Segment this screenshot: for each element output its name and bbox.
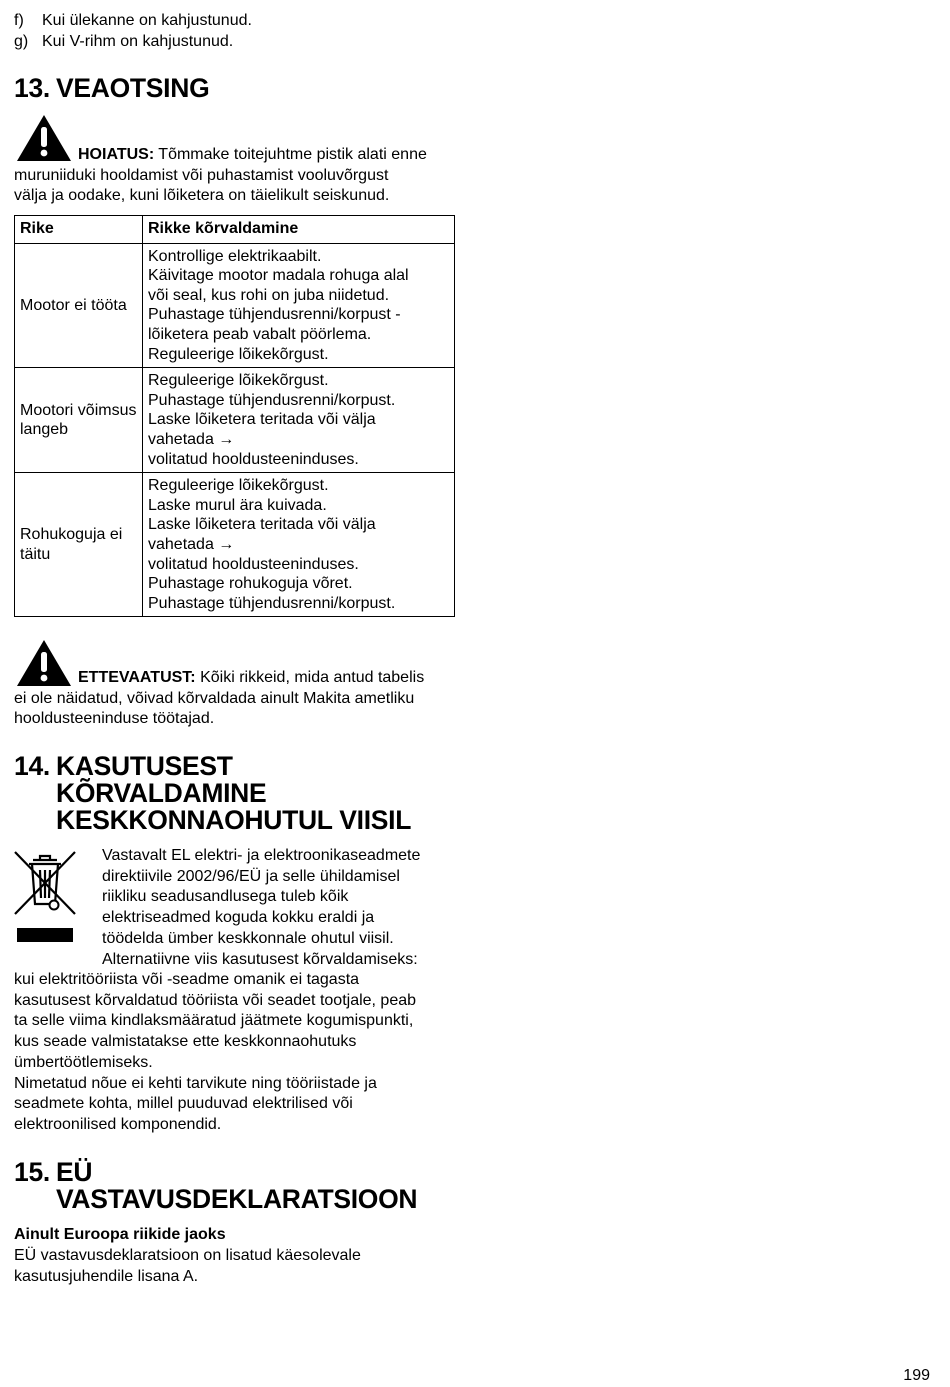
fault-cell: Rohukoguja ei täitu [15, 473, 143, 617]
table-header-row [15, 216, 455, 244]
list-marker: f) [14, 12, 24, 29]
subheading: Ainult Euroopa riikide jaoks [14, 1226, 226, 1243]
remedy-cell: Kontrollige elektrikaabilt. Käivitage mootor madala rohuga alal või seal, kus rohi on juba niidetud. Puhastage tühjendusrenni/korpust - lõiketera peab vabalt pöörlema. Reguleerige lõikekõrgust. [143, 243, 455, 368]
section-title: VEAOTSING [56, 73, 210, 103]
caution-text [14, 668, 454, 730]
section-title: EÜ VASTAVUSDEKLARATSIOON [56, 1157, 418, 1214]
table-row [15, 473, 455, 617]
caution-line: Kõiki rikkeid, mida antud tabelis [200, 669, 425, 686]
remedy-cell: Reguleerige lõikekõrgust. Laske murul ära kuivada. Laske lõiketera teritada või välja vahetada → volitatud hooldusteeninduses. Puhastage rohukoguja võret. Puhastage tühjendusrenni/korpust. [143, 473, 455, 617]
warning-text [14, 145, 454, 207]
section-number: 15. [14, 1157, 50, 1187]
column-header-fault: Rike [15, 216, 143, 244]
fault-cell: Mootori võimsus langeb [15, 368, 143, 473]
warning-line: Tõmmake toitejuhtme pistik alati enne [158, 146, 427, 163]
list-text: Kui ülekanne on kahjustunud. [42, 12, 252, 29]
table-row [15, 368, 455, 473]
warning-label: HOIATUS: [78, 146, 155, 163]
caution-line: hooldusteeninduse töötajad. [14, 710, 215, 728]
disposal-text: kui elektritööriista või -seadme omanik ei tagasta kasutusest kõrvaldatud tööriista või seadet tootjale, peab ta selle viima kindlaksmääratud jäätmete kogumispunkti, kus seade valmistatakse ette keskkonnaohutuks ümbertöötlemiseks. Nimetatud nõue ei kehti tarvikute ning tööriistade ja seadmete kohta, millel puuduvad elektrilised või elektroonilised komponendid. [14, 971, 417, 1133]
fault-cell: Mootor ei tööta [15, 243, 143, 368]
caution-line: ei ole näidatud, võivad kõrvaldada ainult Makita ametliku [14, 689, 415, 707]
section-number: 13. [14, 73, 50, 103]
table-row [15, 243, 455, 368]
column-header-remedy: Rikke kõrvaldamine [143, 216, 455, 244]
crossed-out-wheelie-bin-icon [14, 850, 76, 942]
remedy-cell: Reguleerige lõikekõrgust. Puhastage tühjendusrenni/korpust. Laske lõiketera teritada või välja vahetada → volitatud hooldusteeninduses. [143, 368, 455, 473]
page-number: 199 [903, 1367, 930, 1384]
disposal-text-beside-icon: Vastavalt EL elektri- ja elektroonikaseadmete direktiivile 2002/96/EÜ ja selle ühildamisel riikliku seadusandlusega tuleb kõik elektriseadmed koguda kokku eraldi ja töödelda ümber keskkonnale ohutul viisil. Alternatiivne viis kasutusest kõrvaldamiseks: [102, 847, 421, 968]
declaration-text: EÜ vastavusdeklaratsioon on lisatud käesolevale kasutusjuhendile lisana A. [14, 1247, 361, 1285]
list-item [14, 11, 252, 32]
troubleshooting-table [14, 215, 455, 617]
warning-line: välja ja oodake, kuni lõiketera on täielikult seiskunud. [14, 187, 390, 205]
list-marker: g) [14, 33, 29, 50]
list-item [14, 32, 233, 53]
list-text: Kui V-rihm on kahjustunud. [42, 33, 234, 50]
caution-label: ETTEVAATUST: [78, 669, 196, 686]
warning-line: muruniiduki hooldamist või puhastamist vooluvõrgust [14, 166, 389, 184]
section-title: KASUTUSEST KÕRVALDAMINE KESKKONNAOHUTUL VIISIL [56, 751, 412, 835]
section-number: 14. [14, 751, 50, 781]
